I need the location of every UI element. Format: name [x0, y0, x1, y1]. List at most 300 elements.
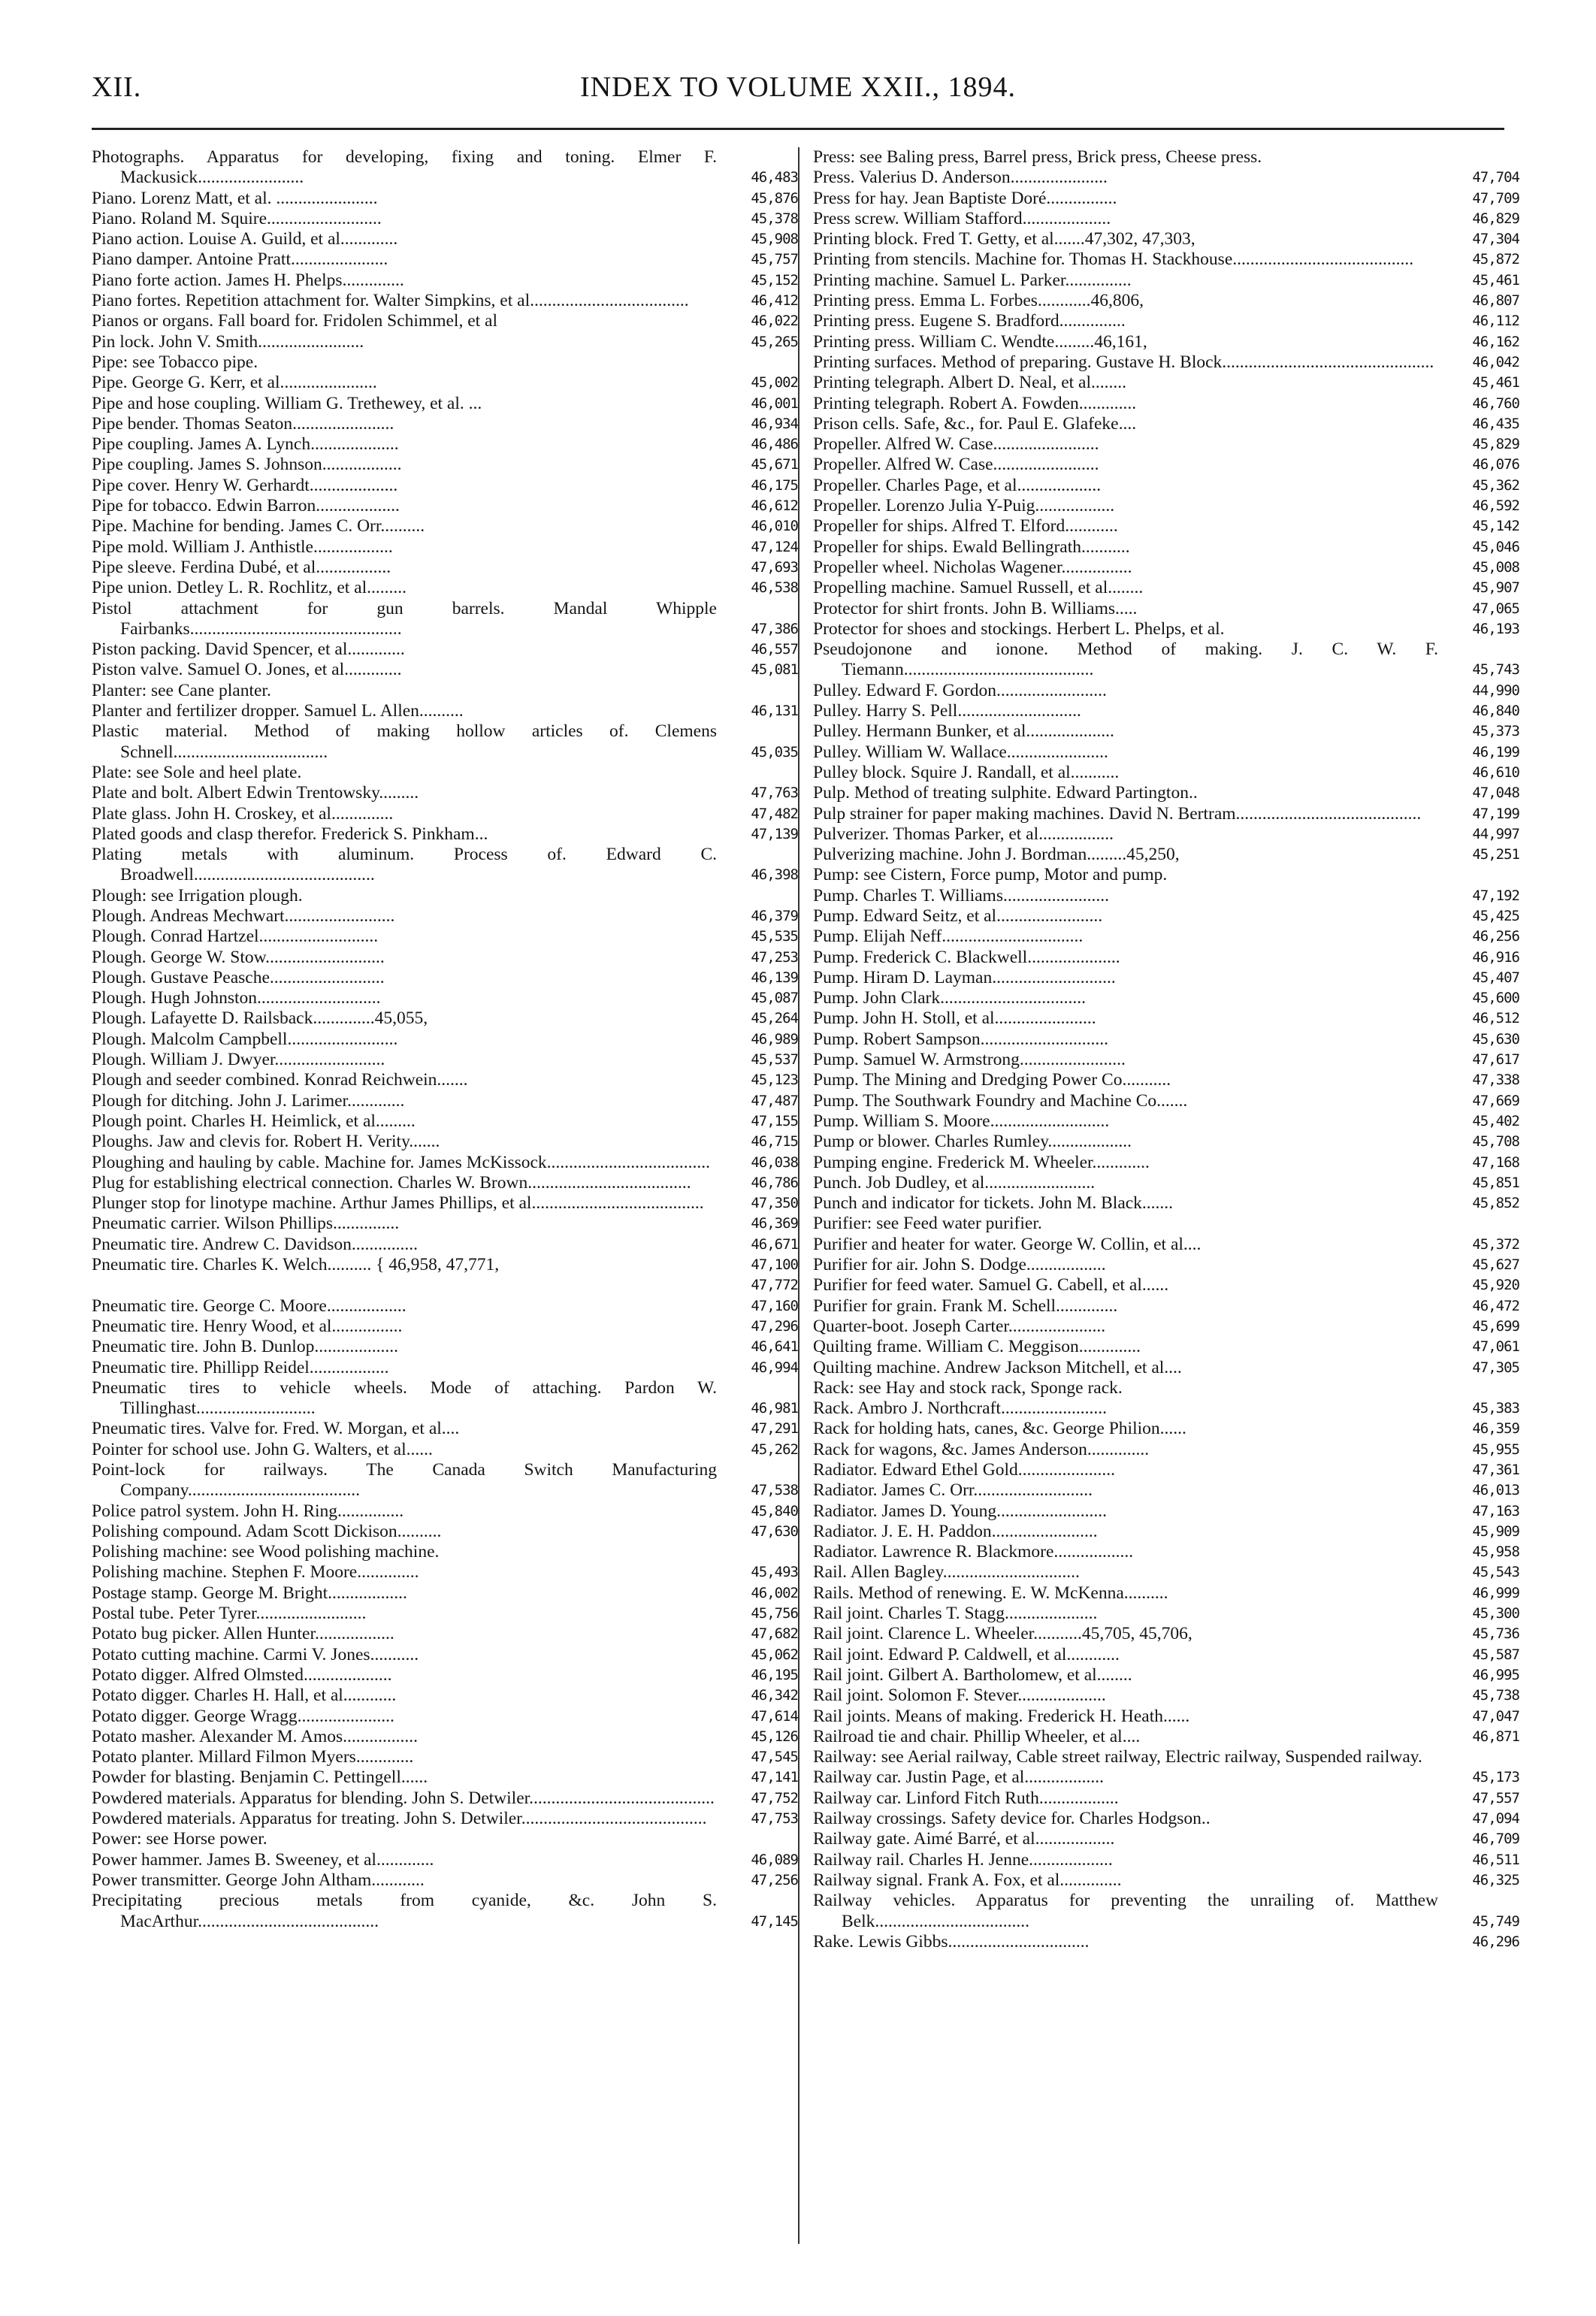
entry-text: Plough and seeder combined. Konrad Reichwein....... — [92, 1070, 468, 1090]
patent-number: 47,047 — [1472, 1707, 1519, 1725]
entry-text: Rail joint. Gilbert A. Bartholomew, et al........ — [813, 1664, 1132, 1685]
index-entry — [813, 147, 1519, 168]
index-entry — [813, 639, 1519, 681]
entry-text: Printing press. William C. Wendte.........46,161, — [813, 331, 1147, 352]
index-entry — [813, 1173, 1519, 1193]
index-entry — [813, 1645, 1519, 1665]
entry-text: Press for hay. Jean Baptiste Doré................ — [813, 188, 1117, 208]
index-entry — [92, 1562, 798, 1583]
patent-number: 46,981 — [751, 1400, 798, 1417]
entry-text: Rail joint. Edward P. Caldwell, et al............ — [813, 1644, 1120, 1664]
patent-number: 46,013 — [1472, 1482, 1519, 1499]
entry-text: Railway signal. Frank A. Fox, et al.............. — [813, 1870, 1122, 1890]
patent-number: 45,909 — [1472, 1522, 1519, 1540]
index-entry — [813, 455, 1519, 475]
entry-text: Potato planter. Millard Filmon Myers............. — [92, 1747, 414, 1767]
entry-text: Pneumatic carrier. Wilson Phillips............... — [92, 1214, 400, 1234]
index-entry — [92, 558, 798, 578]
entry-text: Press: see Baling press, Barrel press, Brick press, Cheese press. — [813, 147, 1262, 167]
entry-text: Piano fortes. Repetition attachment for. Walter Simpkins, et al.................................... — [92, 291, 689, 311]
patent-number: 45,378 — [751, 210, 798, 227]
patent-number: 46,538 — [751, 579, 798, 597]
index-entry — [813, 1235, 1519, 1255]
index-entry — [813, 1132, 1519, 1152]
entry-text: Rail joints. Means of making. Frederick H. Heath...... — [813, 1706, 1190, 1726]
index-entry — [92, 1235, 798, 1255]
patent-number: 47,291 — [751, 1420, 798, 1438]
index-entry — [92, 516, 798, 537]
entry-text: Pipe. Machine for bending. James C. Orr.......... — [92, 516, 425, 537]
patent-number: 46,002 — [751, 1584, 798, 1601]
index-entry — [92, 1604, 798, 1624]
index-entry — [92, 1850, 798, 1870]
index-entry — [813, 681, 1519, 701]
index-entry — [813, 434, 1519, 455]
index-entry — [92, 332, 798, 352]
entry-text: Propeller for ships. Ewald Bellingrath........... — [813, 537, 1130, 557]
entry-text: Radiator. James D. Young......................... — [813, 1501, 1108, 1521]
index-entry — [813, 1850, 1519, 1870]
patent-number: 45,699 — [1472, 1317, 1519, 1335]
entry-text: Pump: see Cistern, Force pump, Motor and pump. — [813, 865, 1168, 885]
entry-text: Pipe and hose coupling. William G. Trethewey, et al. ... — [92, 393, 482, 413]
patent-number: 45,251 — [1472, 846, 1519, 863]
patent-number: 47,682 — [751, 1625, 798, 1643]
index-entry — [813, 1829, 1519, 1849]
entry-text: Pianos or organs. Fall board for. Fridolen Schimmel, et al — [92, 311, 497, 331]
patent-number: 46,042 — [1472, 353, 1519, 370]
entry-text: Press. Valerius D. Anderson...................... — [813, 168, 1108, 188]
entry-text: Rack: see Hay and stock rack, Sponge rack. — [813, 1377, 1123, 1398]
entry-text: Propelling machine. Samuel Russell, et al........ — [813, 578, 1144, 598]
patent-number: 45,126 — [751, 1728, 798, 1745]
entry-text: Pump. Elijah Neff................................ — [813, 927, 1084, 947]
entry-text: Pipe. George G. Kerr, et al...................... — [92, 373, 377, 393]
index-entry — [813, 496, 1519, 516]
index-entry — [813, 1562, 1519, 1583]
index-entry — [92, 1727, 798, 1747]
index-entry — [813, 1624, 1519, 1644]
entry-text: Plug for establishing electrical connection. Charles W. Brown..................................... — [92, 1172, 691, 1193]
entry-text: Plough: see Irrigation plough. — [92, 885, 303, 906]
patent-number: 45,046 — [1472, 538, 1519, 555]
entry-text: Propeller. Alfred W. Case........................ — [813, 434, 1099, 455]
entry-text: Pipe: see Tobacco pipe. — [92, 352, 258, 372]
patent-number: 46,557 — [751, 641, 798, 658]
index-entry — [92, 271, 798, 291]
index-entry — [813, 476, 1519, 496]
patent-number: 46,076 — [1472, 456, 1519, 473]
patent-number: 46,139 — [751, 969, 798, 986]
index-entry — [813, 1255, 1519, 1275]
entry-text: Pulley. Hermann Bunker, et al.................... — [813, 721, 1114, 742]
index-entry — [813, 1767, 1519, 1788]
entry-text: Pin lock. John V. Smith........................ — [92, 331, 364, 352]
patent-number: 45,920 — [1472, 1277, 1519, 1294]
entry-text: Pump. John H. Stoll, et al....................... — [813, 1008, 1096, 1029]
patent-number: 45,123 — [751, 1072, 798, 1089]
patent-number: 46,398 — [751, 866, 798, 884]
index-entry — [813, 271, 1519, 291]
index-entry — [92, 988, 798, 1008]
index-entry — [92, 721, 798, 763]
entry-text: Pipe coupling. James S. Johnson.................. — [92, 455, 402, 475]
index-entry — [92, 1891, 798, 1932]
entry-text: Plunger stop for linotype machine. Arthur James Phillips, et al....................................... — [92, 1193, 704, 1214]
entry-text: Potato masher. Alexander M. Amos................. — [92, 1726, 419, 1746]
index-entry — [813, 249, 1519, 270]
entry-text: Railroad tie and chair. Phillip Wheeler, et al.... — [813, 1726, 1141, 1746]
entry-text: Rack. Ambro J. Northcraft........................ — [813, 1398, 1107, 1419]
entry-text: Propeller for ships. Alfred T. Elford............ — [813, 516, 1118, 537]
index-entry — [92, 1829, 798, 1849]
entry-text: Rail joint. Clarence L. Wheeler...........45,705, 45,706, — [813, 1624, 1192, 1644]
entry-text: Pneumatic tire. Charles K. Welch.......... { 46,958, 47,771, — [92, 1255, 500, 1275]
patent-number: 46,342 — [751, 1687, 798, 1704]
entry-text: Planter: see Cane planter. — [92, 680, 271, 700]
index-entry — [813, 1193, 1519, 1214]
index-entry — [92, 578, 798, 598]
entry-text: Radiator. Lawrence R. Blackmore.................. — [813, 1542, 1134, 1562]
index-entry — [813, 845, 1519, 865]
patent-number: 46,359 — [1472, 1420, 1519, 1438]
index-entry — [92, 1440, 798, 1460]
entry-text: Plate: see Sole and heel plate. — [92, 762, 302, 782]
patent-number: 45,035 — [751, 743, 798, 760]
patent-number: 47,772 — [751, 1277, 798, 1294]
patent-number: 47,253 — [751, 948, 798, 966]
index-entry — [813, 209, 1519, 229]
patent-number: 47,192 — [1472, 887, 1519, 904]
entry-text: Piano. Roland M. Squire.......................... — [92, 208, 382, 228]
patent-number: 47,617 — [1472, 1051, 1519, 1069]
patent-number: 47,305 — [1472, 1359, 1519, 1376]
patent-number: 46,256 — [1472, 928, 1519, 945]
index-entry — [813, 804, 1519, 824]
patent-number: 45,851 — [1472, 1174, 1519, 1191]
entry-text: Pump. William S. Moore........................... — [813, 1111, 1110, 1131]
entry-text: Power transmitter. George John Altham............ — [92, 1870, 425, 1890]
entry-text: Piano action. Louise A. Guild, et al............. — [92, 229, 398, 249]
index-entry — [813, 1788, 1519, 1809]
patent-number: 45,264 — [751, 1010, 798, 1027]
patent-number: 45,738 — [1472, 1687, 1519, 1704]
patent-number: 47,350 — [751, 1195, 798, 1212]
index-entry — [92, 660, 798, 680]
entry-text: Plough point. Charles H. Heimlick, et al......... — [92, 1111, 416, 1131]
entry-text: Prison cells. Safe, &c., for. Paul E. Glafeke.... — [813, 413, 1137, 434]
patent-number: 45,142 — [1472, 518, 1519, 535]
index-entry — [813, 1419, 1519, 1439]
index-entry — [813, 1480, 1519, 1501]
entry-text: Pointer for school use. John G. Walters, et al...... — [92, 1439, 433, 1459]
index-entry — [813, 1891, 1519, 1932]
patent-number: 45,402 — [1472, 1112, 1519, 1129]
patent-number: 47,296 — [751, 1317, 798, 1335]
patent-number: 47,386 — [751, 620, 798, 637]
patent-number: 46,995 — [1472, 1666, 1519, 1683]
entry-text: Powdered materials. Apparatus for blending. John S. Detwiler.......................................... — [92, 1788, 715, 1808]
entry-text: Rack for wagons, &c. James Anderson.............. — [813, 1439, 1150, 1459]
entry-text: Purifier and heater for water. George W. Collin, et al.... — [813, 1234, 1202, 1254]
patent-number: 45,627 — [1472, 1256, 1519, 1274]
entry-text: Potato digger. Alfred Olmsted.................... — [92, 1664, 392, 1685]
patent-number: 45,372 — [1472, 1235, 1519, 1253]
patent-number: 47,487 — [751, 1092, 798, 1109]
entry-text: Plough for ditching. John J. Larimer............. — [92, 1090, 405, 1111]
entry-text: Power: see Horse power. — [92, 1829, 268, 1849]
patent-number: 46,010 — [751, 518, 798, 535]
entry-text: Pumping engine. Frederick M. Wheeler............. — [813, 1152, 1150, 1172]
entry-text: Ploughs. Jaw and clevis for. Robert H. Verity....... — [92, 1132, 440, 1152]
entry-text: Punch. Job Dudley, et al......................... — [813, 1172, 1096, 1193]
patent-number: 47,094 — [1472, 1810, 1519, 1828]
patent-number: 47,753 — [751, 1810, 798, 1828]
patent-number: 47,304 — [1472, 231, 1519, 248]
patent-number: 45,630 — [1472, 1030, 1519, 1048]
patent-number: 46,193 — [1472, 620, 1519, 637]
patent-number: 45,087 — [751, 990, 798, 1007]
index-entry — [92, 1050, 798, 1070]
entry-text: Pipe cover. Henry W. Gerhardt.................... — [92, 475, 398, 495]
entry-text: Postage stamp. George M. Bright.................. — [92, 1583, 407, 1603]
entry-text: Pump. The Mining and Dredging Power Co........... — [813, 1070, 1171, 1090]
index-entry — [92, 1111, 798, 1132]
entry-text: Plough. Malcolm Campbell......................... — [92, 1029, 398, 1049]
index-entry — [92, 1193, 798, 1214]
index-entry — [92, 1317, 798, 1337]
entry-text: Piston valve. Samuel O. Jones, et al............. — [92, 660, 402, 680]
entry-text: Planter and fertilizer dropper. Samuel L. Allen.......... — [92, 701, 464, 721]
patent-number: 45,407 — [1472, 969, 1519, 986]
patent-number: 45,537 — [751, 1051, 798, 1069]
index-entry — [92, 189, 798, 209]
entry-text: Potato bug picker. Allen Hunter.................. — [92, 1624, 394, 1644]
index-entry — [813, 1870, 1519, 1891]
index-entry — [92, 249, 798, 270]
entry-text: Railway rail. Charles H. Jenne................... — [813, 1849, 1113, 1870]
index-entry — [92, 1255, 798, 1275]
index-entry — [813, 1091, 1519, 1111]
index-entry — [92, 1378, 798, 1420]
patent-number: 46,989 — [751, 1030, 798, 1048]
entry-text: Propeller. Lorenzo Julia Y-Puig.................. — [813, 496, 1115, 516]
patent-number: 46,671 — [751, 1235, 798, 1253]
index-column-left — [92, 147, 798, 1932]
index-entry — [813, 721, 1519, 742]
entry-text: Plough. Hugh Johnston............................ — [92, 988, 381, 1008]
patent-number: 45,062 — [751, 1646, 798, 1663]
patent-number: 45,907 — [1472, 579, 1519, 597]
entry-text: Powder for blasting. Benjamin C. Pettingell...... — [92, 1767, 428, 1788]
entry-text: Plough. Andreas Mechwart......................... — [92, 906, 395, 926]
entry-text: Printing press. Eugene S. Bradford............... — [813, 311, 1126, 331]
patent-number: 45,373 — [1472, 723, 1519, 740]
entry-text: Pneumatic tire. Andrew C. Davidson............... — [92, 1234, 419, 1254]
patent-number: 47,100 — [751, 1256, 798, 1274]
index-entry — [813, 742, 1519, 763]
patent-number: 47,065 — [1472, 600, 1519, 617]
entry-text: Pipe for tobacco. Edwin Barron................... — [92, 496, 400, 516]
patent-number: 46,709 — [1472, 1831, 1519, 1848]
index-entry — [813, 824, 1519, 845]
patent-number: 46,089 — [751, 1851, 798, 1868]
patent-number: 46,486 — [751, 436, 798, 453]
index-entry — [92, 373, 798, 393]
patent-number: 45,265 — [751, 333, 798, 350]
entry-text: Plough. Lafayette D. Railsback..............45,055, — [92, 1008, 428, 1029]
index-entry — [92, 537, 798, 558]
entry-text: Pipe sleeve. Ferdina Dubé, et al................. — [92, 557, 391, 577]
index-entry — [92, 1501, 798, 1522]
entry-text: Polishing compound. Adam Scott Dickison.......... — [92, 1521, 442, 1541]
patent-number: 45,362 — [1472, 476, 1519, 494]
entry-text: Railway crossings. Safety device for. Charles Hodgson.. — [813, 1809, 1211, 1829]
entry-text: Powdered materials. Apparatus for treating. John S. Detwiler.......................................... — [92, 1809, 707, 1829]
index-entry — [92, 1788, 798, 1809]
patent-number: 46,610 — [1472, 763, 1519, 781]
index-entry — [92, 1419, 798, 1439]
entry-text: Plate and bolt. Albert Edwin Trentowsky......... — [92, 783, 419, 803]
index-column-right — [813, 147, 1519, 1952]
entry-text: Pump. John Clark................................. — [813, 988, 1086, 1008]
patent-number: 45,383 — [1472, 1400, 1519, 1417]
patent-number: 45,671 — [751, 456, 798, 473]
patent-number: 45,002 — [751, 374, 798, 392]
index-entry — [813, 927, 1519, 947]
entry-text: Pistol attachment for gun barrels. Mandal Whipple Fairbanks................................................ — [92, 598, 717, 639]
entry-text: Pneumatic tire. George C. Moore.................. — [92, 1296, 407, 1316]
index-entry — [813, 1030, 1519, 1050]
index-entry — [92, 1624, 798, 1644]
patent-number: 45,958 — [1472, 1543, 1519, 1561]
index-entry — [92, 1070, 798, 1090]
patent-number: 46,934 — [751, 415, 798, 432]
entry-text: Ploughing and hauling by cable. Machine for. James McKissock..................................... — [92, 1152, 711, 1172]
index-entry — [813, 1111, 1519, 1132]
index-entry — [813, 988, 1519, 1008]
index-entry — [813, 168, 1519, 188]
entry-text: Plating metals with aluminum. Process of. Edward C. Broadwell......................................... — [92, 845, 717, 885]
entry-text: Printing surfaces. Method of preparing. Gustave H. Block................................................ — [813, 352, 1434, 372]
index-entry — [813, 1214, 1519, 1234]
patent-number: 45,300 — [1472, 1605, 1519, 1622]
patent-number: 46,512 — [1472, 1010, 1519, 1027]
index-entry — [813, 189, 1519, 209]
index-entry — [92, 968, 798, 988]
entry-text: Rails. Method of renewing. E. W. McKenna.......... — [813, 1583, 1168, 1603]
index-entry — [813, 1275, 1519, 1296]
index-entry — [92, 496, 798, 516]
index-entry — [92, 1686, 798, 1706]
patent-number: 45,876 — [751, 189, 798, 207]
patent-number: 45,600 — [1472, 990, 1519, 1007]
entry-text: Purifier for air. John S. Dodge.................. — [813, 1255, 1106, 1275]
patent-number: 47,160 — [751, 1297, 798, 1314]
index-entry — [813, 1932, 1519, 1952]
entry-text: Plough. Gustave Peasche.......................... — [92, 967, 385, 987]
index-entry — [813, 1809, 1519, 1829]
entry-text: Railway car. Justin Page, et al.................. — [813, 1767, 1105, 1788]
patent-number: 46,369 — [751, 1215, 798, 1232]
index-entry — [813, 311, 1519, 331]
index-entry — [813, 291, 1519, 311]
entry-text: Protector for shirt fronts. John B. Williams..... — [813, 598, 1138, 618]
entry-text: Polishing machine: see Wood polishing machine. — [92, 1542, 440, 1562]
index-entry — [813, 1604, 1519, 1624]
entry-text: Pulverizer. Thomas Parker, et al................. — [813, 824, 1114, 844]
entry-text: Railway car. Linford Fitch Ruth.................. — [813, 1788, 1119, 1808]
index-entry — [92, 209, 798, 229]
index-entry — [813, 701, 1519, 721]
patent-number: 45,461 — [1472, 271, 1519, 289]
index-entry — [813, 599, 1519, 619]
index-entry — [92, 1132, 798, 1152]
entry-text: Pipe union. Detley L. R. Rochlitz, et al......... — [92, 578, 407, 598]
index-entry — [813, 229, 1519, 249]
index-entry — [813, 1460, 1519, 1480]
entry-text: Purifier: see Feed water purifier. — [813, 1214, 1042, 1234]
entry-text: Pump. Edward Seitz, et al........................ — [813, 906, 1103, 926]
entry-text: Plated goods and clasp therefor. Frederick S. Pinkham... — [92, 824, 488, 844]
entry-text: Pump. Frederick C. Blackwell..................... — [813, 947, 1120, 967]
entry-text: Pump or blower. Charles Rumley................... — [813, 1132, 1132, 1152]
entry-text: Rail. Allen Bagley............................... — [813, 1562, 1080, 1583]
index-entry — [813, 394, 1519, 414]
patent-number: 45,262 — [751, 1441, 798, 1458]
index-entry — [813, 1727, 1519, 1747]
patent-number: 46,511 — [1472, 1851, 1519, 1868]
index-entry — [813, 1398, 1519, 1419]
patent-number: 46,760 — [1472, 395, 1519, 412]
patent-number: 47,614 — [751, 1707, 798, 1725]
index-entry — [92, 1460, 798, 1501]
patent-number: 45,708 — [1472, 1133, 1519, 1150]
patent-number: 45,152 — [751, 271, 798, 289]
entry-text: Rail joint. Charles T. Stagg..................... — [813, 1604, 1098, 1624]
entry-text: Rail joint. Solomon F. Stever.................... — [813, 1686, 1106, 1706]
index-entry — [92, 476, 798, 496]
entry-text: Pump. Robert Sampson............................. — [813, 1029, 1108, 1049]
patent-number: 45,840 — [751, 1502, 798, 1519]
patent-number: 46,162 — [1472, 333, 1519, 350]
entry-text: Point-lock for railways. The Canada Switch Manufacturing Company....................................... — [92, 1460, 717, 1501]
index-entry — [813, 948, 1519, 968]
patent-number: 46,641 — [751, 1338, 798, 1356]
patent-number: 46,112 — [1472, 313, 1519, 330]
patent-number: 47,693 — [751, 558, 798, 576]
patent-number: 45,749 — [1472, 1912, 1519, 1930]
entry-text: Power hammer. James B. Sweeney, et al............. — [92, 1849, 434, 1870]
entry-text: Quilting machine. Andrew Jackson Mitchell, et al.... — [813, 1357, 1182, 1377]
patent-number: 47,139 — [751, 825, 798, 842]
patent-number: 45,736 — [1472, 1625, 1519, 1643]
entry-text: Radiator. James C. Orr........................... — [813, 1480, 1093, 1501]
index-entry — [92, 886, 798, 906]
entry-text: Potato digger. Charles H. Hall, et al............ — [92, 1686, 397, 1706]
page-header — [92, 60, 1504, 113]
index-entry — [92, 1870, 798, 1891]
index-entry — [92, 147, 798, 189]
entry-text: Piano forte action. James H. Phelps.............. — [92, 270, 404, 290]
entry-text: Photographs. Apparatus for developing, fixing and toning. Elmer F. Mackusick........................ — [92, 147, 717, 188]
patent-number: 47,752 — [751, 1789, 798, 1807]
index-entry — [813, 1707, 1519, 1727]
patent-number: 46,483 — [751, 169, 798, 186]
page-number: XII. — [92, 71, 142, 103]
entry-text: Pulley. Edward F. Gordon......................... — [813, 680, 1107, 700]
patent-number: 46,472 — [1472, 1297, 1519, 1314]
